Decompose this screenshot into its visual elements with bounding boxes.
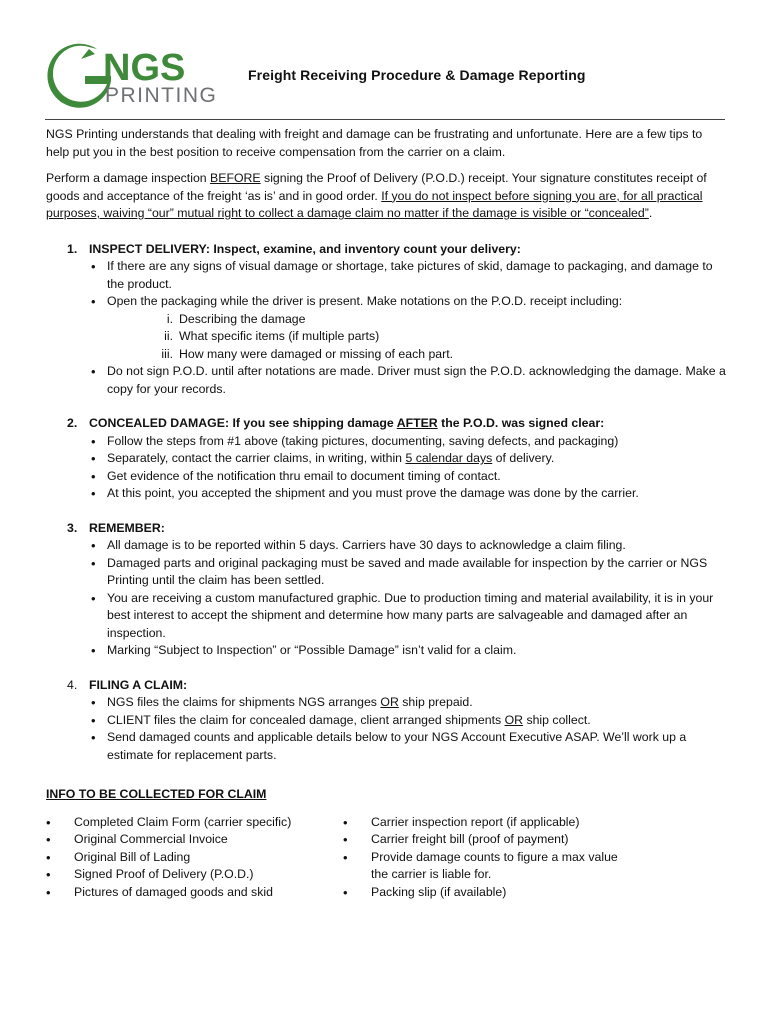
info-list-left (46, 814, 336, 902)
section-title: FILING A CLAIM: (89, 677, 188, 692)
info-column-left (46, 814, 336, 902)
info-list-right (343, 814, 673, 902)
section-number: 3. (67, 520, 78, 535)
list-item (107, 450, 726, 468)
info-item: • Pictures of damaged goods and skid (74, 884, 336, 902)
sub-list-item (166, 311, 726, 329)
info-checklist (46, 814, 726, 914)
deadline-days: 5 calendar days (405, 451, 493, 465)
sub-list-item (164, 328, 726, 346)
list-item: • If there are any signs of visual damage or shortage, take pictures of skid, damage to packaging, and damage to the product. (107, 258, 726, 293)
page-header (45, 40, 725, 122)
section-number: 4. (67, 677, 78, 692)
text-run: ship prepaid. (398, 695, 473, 709)
text-run: Separately, contact the carrier claims, in writing, within (107, 451, 406, 465)
bullet-list (89, 258, 726, 398)
info-item: • Signed Proof of Delivery (P.O.D.) (74, 866, 336, 884)
info-section-title: INFO TO BE COLLECTED FOR CLAIM (46, 787, 267, 801)
list-item: • Get evidence of the notification thru email to document timing of contact. (107, 468, 726, 486)
text-run: NGS files the claims for shipments NGS arranges (107, 695, 381, 709)
list-item: • You are receiving a custom manufactured graphic. Due to production timing and material availability, it is in your best interest to accept the shipment and determine how many parts are salvageable and damaged after an inspection. (107, 590, 726, 643)
logo-text-main: NGS (103, 47, 186, 89)
section-concealed-damage (46, 415, 726, 503)
info-column-right (343, 814, 673, 902)
sub-list (107, 311, 726, 364)
section-heading (67, 241, 726, 259)
text-run: signing the Proof of Delivery (P.O.D.) receipt. Your signature constitutes receipt of goods and acceptance of the freight ‘as is’ and in good order. (46, 171, 707, 203)
section-heading (67, 415, 726, 433)
list-item (107, 712, 726, 730)
section-title: CONCEALED DAMAGE: If you see shipping damage (89, 416, 397, 430)
section-inspect-delivery (46, 241, 726, 399)
info-item: • Packing slip (if available) (371, 884, 673, 902)
text-run: CLIENT files the claim for concealed damage, client arranged shipments (107, 712, 505, 727)
info-item: • Original Commercial Invoice (74, 831, 336, 849)
intro-paragraph: NGS Printing understands that dealing with freight and damage can be frustrating and unfortunate. Here are a few tips to help put you in the best position to receive compensation from the carrier on a claim. (46, 127, 703, 159)
info-item: • Original Bill of Lading (74, 849, 336, 867)
list-item: • Damaged parts and original packaging must be saved and made available for inspection by the carrier or NGS Printing until the claim has been settled. (107, 555, 726, 590)
sub-item-text: How many were damaged or missing of each part. (179, 346, 454, 361)
info-item: • Carrier freight bill (proof of payment) (371, 831, 673, 849)
emphasis-after: AFTER (396, 416, 438, 430)
text-run: . (648, 206, 653, 220)
document-title: Freight Receiving Procedure & Damage Reporting (248, 67, 586, 83)
list-item-text: Open the packaging while the driver is present. Make notations on the P.O.D. receipt including: (107, 294, 623, 308)
info-item: • Carrier inspection report (if applicable) (371, 814, 673, 832)
roman-numeral: ii. (164, 329, 173, 343)
section-remember (46, 520, 726, 660)
roman-numeral: iii. (161, 346, 173, 361)
header-divider (45, 119, 725, 120)
section-title: REMEMBER: (89, 520, 165, 535)
section-number: 2. (67, 416, 78, 430)
sub-list-item (161, 346, 726, 364)
sub-item-text: What specific items (if multiple parts) (179, 329, 380, 343)
text-run: of delivery. (492, 451, 555, 465)
section-number: 1. (67, 241, 78, 256)
document-body (46, 126, 726, 914)
logo-text-sub: PRINTING (105, 84, 218, 107)
info-item: • Completed Claim Form (carrier specific) (74, 814, 336, 832)
list-item: • Follow the steps from #1 above (taking pictures, documenting, saving defects, and packaging) (107, 433, 726, 451)
section-heading (67, 677, 726, 695)
list-item (107, 293, 726, 363)
list-item (107, 694, 726, 712)
list-item: • Marking “Subject to Inspection” or “Possible Damage” isn’t valid for a claim. (107, 642, 726, 660)
list-item: • Do not sign P.O.D. until after notations are made. Driver must sign the P.O.D. acknowledging the damage. Make a copy for your records. (107, 363, 726, 398)
section-title: INSPECT DELIVERY: Inspect, examine, and inventory count your delivery: (89, 241, 521, 256)
text-run: ship collect. (523, 712, 591, 727)
list-item: • Send damaged counts and applicable details below to your NGS Account Executive ASAP. We’ll work up a estimate for replacement parts. (107, 729, 726, 764)
bullet-list (89, 694, 726, 764)
inspection-paragraph (46, 170, 726, 223)
list-item: • At this point, you accepted the shipment and you must prove the damage was done by the carrier. (107, 485, 726, 503)
info-item: • Provide damage counts to figure a max value the carrier is liable for. (371, 849, 631, 884)
sub-item-text: Describing the damage (179, 311, 306, 326)
section-title: the P.O.D. was signed clear: (437, 416, 605, 430)
list-item: • All damage is to be reported within 5 days. Carriers have 30 days to acknowledge a claim filing. (107, 537, 726, 555)
section-heading (67, 520, 726, 538)
bullet-list (89, 433, 726, 503)
emphasis-or: OR (380, 695, 399, 709)
bullet-list (89, 537, 726, 660)
waiver-warning: If you do not inspect before signing you are, for all practical purposes, waiving “our” mutual right to collect a damage claim no matter if the damage is visible or “concealed” (46, 188, 703, 220)
emphasis-or: OR (504, 712, 524, 727)
section-filing-claim (46, 677, 726, 765)
roman-numeral: i. (166, 311, 173, 326)
ngs-printing-logo (45, 40, 223, 108)
text-run: Perform a damage inspection (46, 171, 211, 185)
emphasis-before: BEFORE (210, 171, 261, 185)
